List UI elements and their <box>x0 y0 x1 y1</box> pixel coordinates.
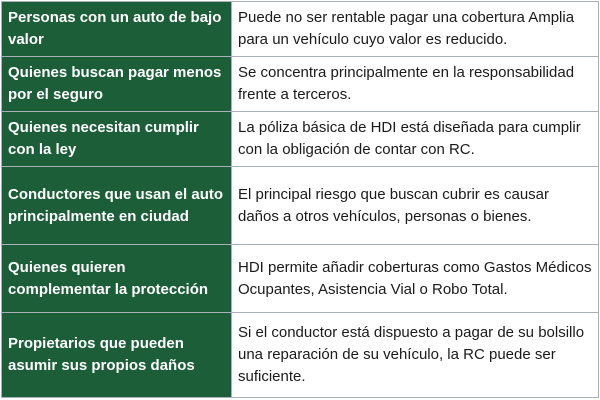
profile-cell: Quienes quieren complementar la protección <box>1 245 231 312</box>
reason-cell: Se concentra principalmente en la responsabilidad frente a terceros. <box>231 57 599 111</box>
reason-cell: Puede no ser rentable pagar una cobertura Amplia para un vehículo cuyo valor es reducido. <box>231 2 599 56</box>
profile-cell: Quienes necesitan cumplir con la ley <box>1 112 231 166</box>
reason-cell: HDI permite añadir coberturas como Gastos Médicos Ocupantes, Asistencia Vial o Robo Total. <box>231 245 599 312</box>
table-row <box>1 167 599 245</box>
table-row <box>1 313 599 398</box>
profile-cell: Personas con un auto de bajo valor <box>1 2 231 56</box>
reason-cell: Si el conductor está dispuesto a pagar de su bolsillo una reparación de su vehículo, la RC puede ser suficiente. <box>231 313 599 397</box>
table-row <box>1 2 599 57</box>
table-row <box>1 245 599 313</box>
profile-cell: Propietarios que pueden asumir sus propios daños <box>1 313 231 397</box>
coverage-profile-table <box>1 1 599 398</box>
table-row <box>1 112 599 167</box>
reason-cell: El principal riesgo que buscan cubrir es causar daños a otros vehículos, personas o bienes. <box>231 167 599 244</box>
reason-cell: La póliza básica de HDI está diseñada para cumplir con la obligación de contar con RC. <box>231 112 599 166</box>
profile-cell: Quienes buscan pagar menos por el seguro <box>1 57 231 111</box>
table-row <box>1 57 599 112</box>
profile-cell: Conductores que usan el auto principalmente en ciudad <box>1 167 231 244</box>
